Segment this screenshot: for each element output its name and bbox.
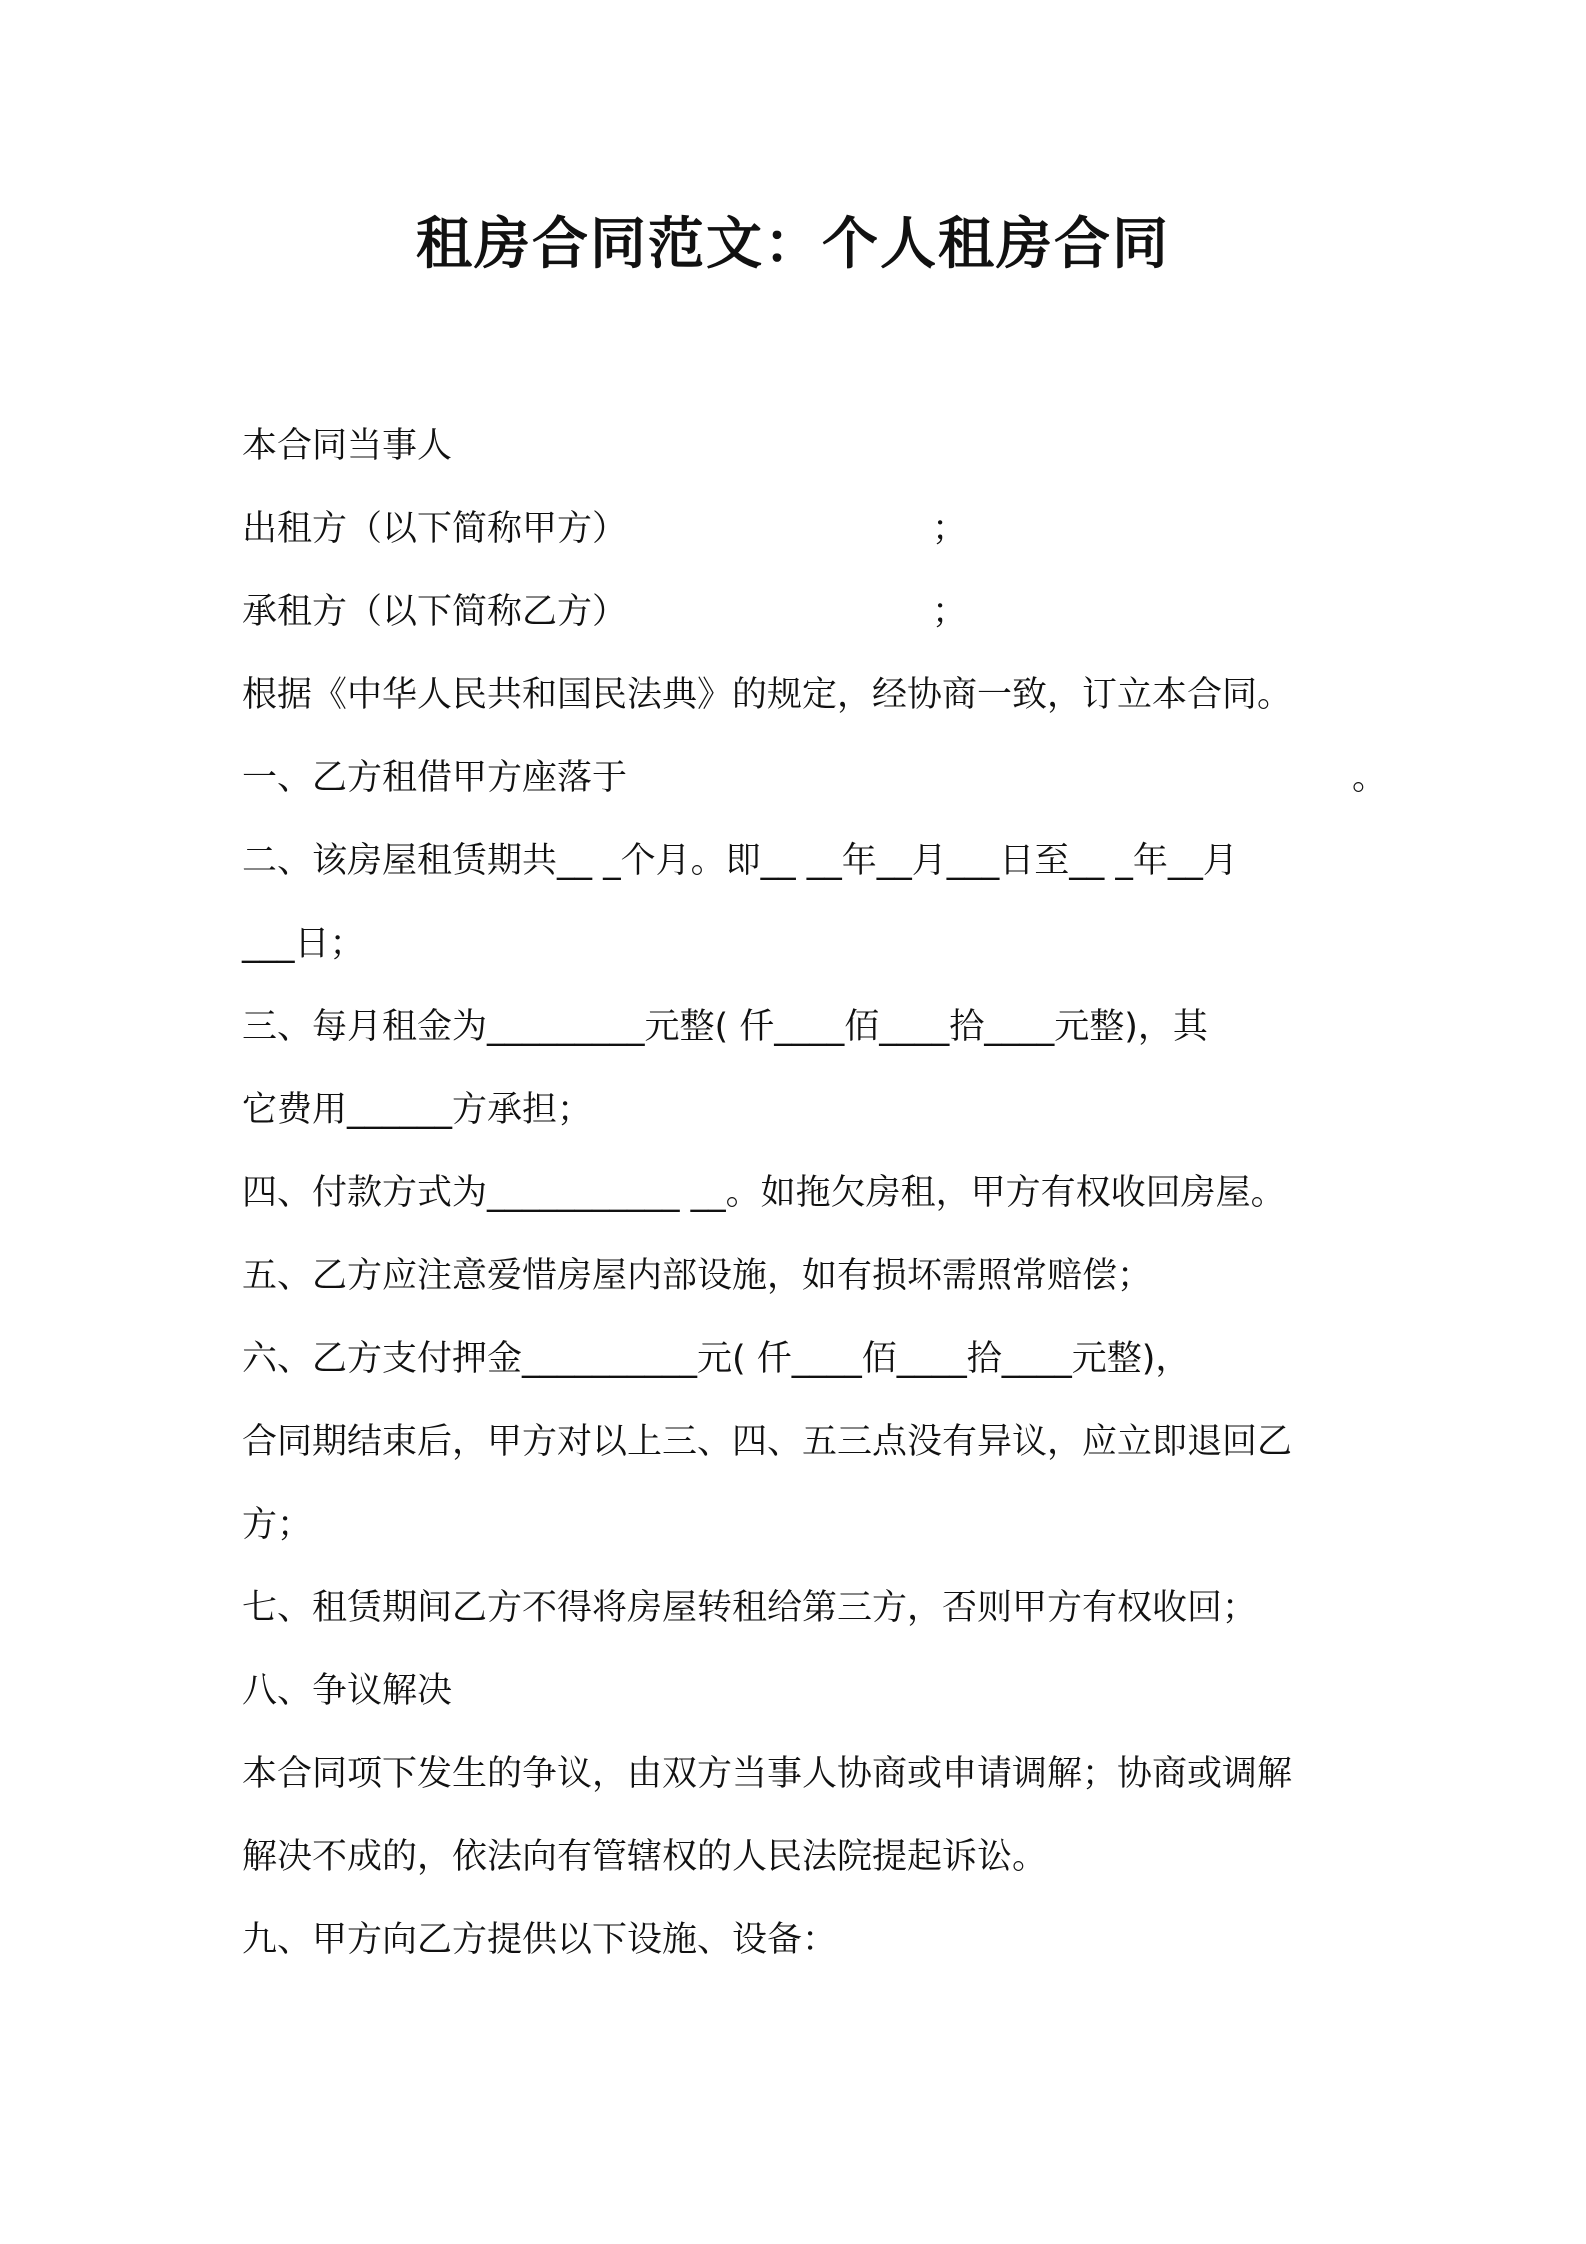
clause-8: 八、争议解决 <box>242 1671 453 1711</box>
contract-line <box>242 820 1362 903</box>
clause-3-cont: 它费用______方承担； <box>242 1090 593 1130</box>
lessor-semicolon: ； <box>932 509 968 549</box>
legal-basis: 根据《中华人民共和国民法典》的规定，经协商一致，订立本合同。 <box>242 675 1293 715</box>
parties-heading: 本合同当事人 <box>242 426 453 466</box>
contract-line <box>242 1733 1362 1816</box>
contract-line <box>242 1401 1362 1484</box>
lessee-semicolon: ； <box>932 592 968 632</box>
contract-line <box>242 1650 1362 1733</box>
contract-line <box>242 488 1362 571</box>
clause-2-cont: ___日； <box>242 924 365 964</box>
clause-1: 一、乙方租借甲方座落于 <box>242 758 628 798</box>
clause-7: 七、租赁期间乙方不得将房屋转租给第三方，否则甲方有权收回； <box>242 1588 1258 1628</box>
contract-line <box>242 1235 1362 1318</box>
clause-4: 四、付款方式为___________ __。如拖欠房租，甲方有权收回房屋。 <box>242 1173 1286 1213</box>
clause-2: 二、该房屋租赁期共__ _个月。即__ __年__月___日至__ _年__月 <box>242 841 1238 881</box>
clause-3: 三、每月租金为_________元整( 仟____佰____拾____元整)，其 <box>242 1007 1208 1047</box>
clause-6-cont: 合同期结束后，甲方对以上三、四、五三点没有异议，应立即退回乙 <box>242 1422 1293 1462</box>
contract-line <box>242 1152 1362 1235</box>
clause-6: 六、乙方支付押金__________元( 仟____佰____拾____元整)， <box>242 1339 1191 1379</box>
contract-line <box>242 1567 1362 1650</box>
contract-line <box>242 737 1388 820</box>
contract-body <box>242 405 1388 1982</box>
contract-line <box>242 986 1362 1069</box>
contract-line <box>242 1816 1362 1899</box>
lessor-label: 出租方（以下简称甲方） <box>242 509 628 549</box>
clause-9: 九、甲方向乙方提供以下设施、设备： <box>242 1920 838 1960</box>
clause-5: 五、乙方应注意爱惜房屋内部设施，如有损坏需照常赔偿； <box>242 1256 1153 1296</box>
contract-line <box>242 405 1362 488</box>
lessee-label: 承租方（以下简称乙方） <box>242 592 628 632</box>
contract-line <box>242 1484 1362 1567</box>
contract-line <box>242 1899 1362 1982</box>
contract-line <box>242 654 1362 737</box>
contract-line <box>242 1318 1362 1401</box>
clause-8-body-cont: 解决不成的，依法向有管辖权的人民法院提起诉讼。 <box>242 1837 1048 1877</box>
clause-8-body: 本合同项下发生的争议，由双方当事人协商或申请调解；协商或调解 <box>242 1754 1293 1794</box>
clause-6-end: 方； <box>242 1505 313 1545</box>
document-title: 租房合同范文：个人租房合同 <box>416 212 1170 277</box>
clause-1-period: 。 <box>1352 758 1388 798</box>
contract-line <box>242 903 1362 986</box>
contract-line <box>242 571 1362 654</box>
contract-line <box>242 1069 1362 1152</box>
